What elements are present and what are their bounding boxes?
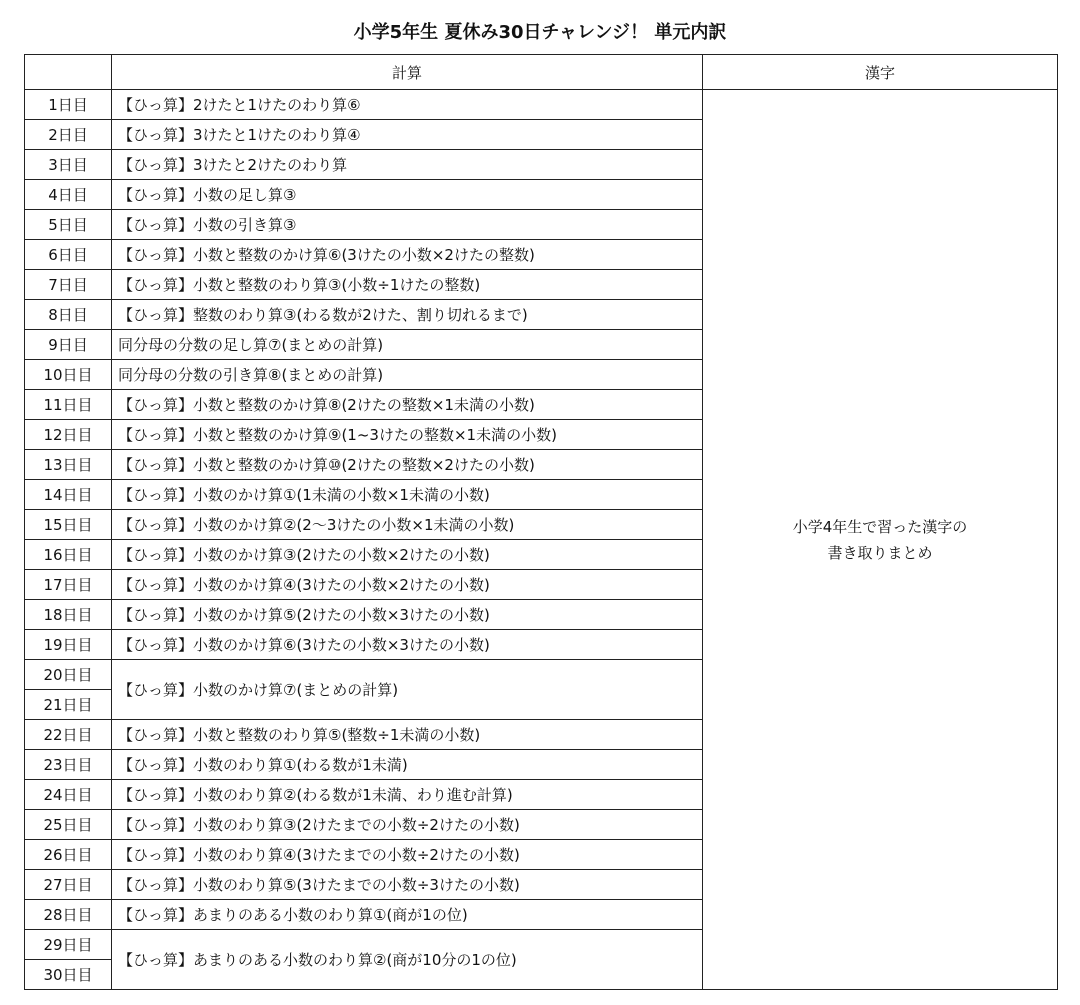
kanji-line-1: 小学4年生で習った漢字の <box>792 517 968 536</box>
day-cell: 19日目 <box>25 630 112 660</box>
day-cell: 29日目 <box>25 930 112 960</box>
day-cell: 11日目 <box>25 390 112 420</box>
day-cell: 16日目 <box>25 540 112 570</box>
calc-cell: 【ひっ算】小数のわり算④(3けたまでの小数÷2けたの小数) <box>112 840 703 870</box>
day-cell: 15日目 <box>25 510 112 540</box>
header-calc: 計算 <box>112 55 703 90</box>
day-cell: 1日目 <box>25 90 112 120</box>
day-cell: 7日目 <box>25 270 112 300</box>
day-cell: 26日目 <box>25 840 112 870</box>
calc-cell: 【ひっ算】小数の足し算③ <box>112 180 703 210</box>
schedule-table <box>24 54 1058 990</box>
day-cell: 6日目 <box>25 240 112 270</box>
calc-cell: 【ひっ算】あまりのある小数のわり算②(商が10分の1の位) <box>112 930 703 990</box>
day-cell: 3日目 <box>25 150 112 180</box>
day-cell: 23日目 <box>25 750 112 780</box>
calc-cell: 【ひっ算】小数と整数のわり算③(小数÷1けたの整数) <box>112 270 703 300</box>
day-cell: 5日目 <box>25 210 112 240</box>
day-cell: 10日目 <box>25 360 112 390</box>
calc-cell: 【ひっ算】小数と整数のかけ算⑩(2けたの整数×2けたの小数) <box>112 450 703 480</box>
table-row <box>25 90 1058 120</box>
day-cell: 25日目 <box>25 810 112 840</box>
calc-cell: 【ひっ算】小数のかけ算②(2～3けたの小数×1未満の小数) <box>112 510 703 540</box>
day-cell: 30日目 <box>25 960 112 990</box>
calc-cell: 【ひっ算】2けたと1けたのわり算⑥ <box>112 90 703 120</box>
calc-cell: 【ひっ算】小数と整数のわり算⑤(整数÷1未満の小数) <box>112 720 703 750</box>
day-cell: 17日目 <box>25 570 112 600</box>
kanji-cell <box>703 90 1058 990</box>
header-day <box>25 55 112 90</box>
calc-cell: 【ひっ算】小数のかけ算⑦(まとめの計算) <box>112 660 703 720</box>
table-body <box>25 90 1058 990</box>
calc-cell: 【ひっ算】小数のかけ算⑤(2けたの小数×3けたの小数) <box>112 600 703 630</box>
calc-cell: 【ひっ算】小数と整数のかけ算⑥(3けたの小数×2けたの整数) <box>112 240 703 270</box>
day-cell: 9日目 <box>25 330 112 360</box>
day-cell: 13日目 <box>25 450 112 480</box>
calc-cell: 同分母の分数の足し算⑦(まとめの計算) <box>112 330 703 360</box>
header-kanji: 漢字 <box>703 55 1058 90</box>
calc-cell: 【ひっ算】小数のかけ算④(3けたの小数×2けたの小数) <box>112 570 703 600</box>
calc-cell: 【ひっ算】小数のわり算①(わる数が1未満) <box>112 750 703 780</box>
calc-cell: 【ひっ算】小数のかけ算③(2けたの小数×2けたの小数) <box>112 540 703 570</box>
kanji-line-2: 書き取りまとめ <box>827 543 933 562</box>
calc-cell: 【ひっ算】あまりのある小数のわり算①(商が1の位) <box>112 900 703 930</box>
day-cell: 14日目 <box>25 480 112 510</box>
calc-cell: 【ひっ算】小数のわり算③(2けたまでの小数÷2けたの小数) <box>112 810 703 840</box>
day-cell: 12日目 <box>25 420 112 450</box>
day-cell: 28日目 <box>25 900 112 930</box>
day-cell: 20日目 <box>25 660 112 690</box>
day-cell: 4日目 <box>25 180 112 210</box>
calc-cell: 【ひっ算】小数の引き算③ <box>112 210 703 240</box>
calc-cell: 【ひっ算】小数と整数のかけ算⑨(1~3けたの整数×1未満の小数) <box>112 420 703 450</box>
day-cell: 18日目 <box>25 600 112 630</box>
page-title: 小学5年生 夏休み30日チャレンジ！ 単元内訳 <box>353 22 727 43</box>
header-row <box>25 55 1058 90</box>
calc-cell: 【ひっ算】小数のわり算②(わる数が1未満、わり進む計算) <box>112 780 703 810</box>
calc-cell: 【ひっ算】小数のわり算⑤(3けたまでの小数÷3けたの小数) <box>112 870 703 900</box>
day-cell: 2日目 <box>25 120 112 150</box>
day-cell: 24日目 <box>25 780 112 810</box>
calc-cell: 【ひっ算】小数のかけ算⑥(3けたの小数×3けたの小数) <box>112 630 703 660</box>
calc-cell: 【ひっ算】3けたと1けたのわり算④ <box>112 120 703 150</box>
calc-cell: 【ひっ算】3けたと2けたのわり算 <box>112 150 703 180</box>
day-cell: 22日目 <box>25 720 112 750</box>
day-cell: 8日目 <box>25 300 112 330</box>
day-cell: 27日目 <box>25 870 112 900</box>
day-cell: 21日目 <box>25 690 112 720</box>
calc-cell: 同分母の分数の引き算⑧(まとめの計算) <box>112 360 703 390</box>
calc-cell: 【ひっ算】小数のかけ算①(1未満の小数×1未満の小数) <box>112 480 703 510</box>
calc-cell: 【ひっ算】小数と整数のかけ算⑧(2けたの整数×1未満の小数) <box>112 390 703 420</box>
calc-cell: 【ひっ算】整数のわり算③(わる数が2けた、割り切れるまで) <box>112 300 703 330</box>
